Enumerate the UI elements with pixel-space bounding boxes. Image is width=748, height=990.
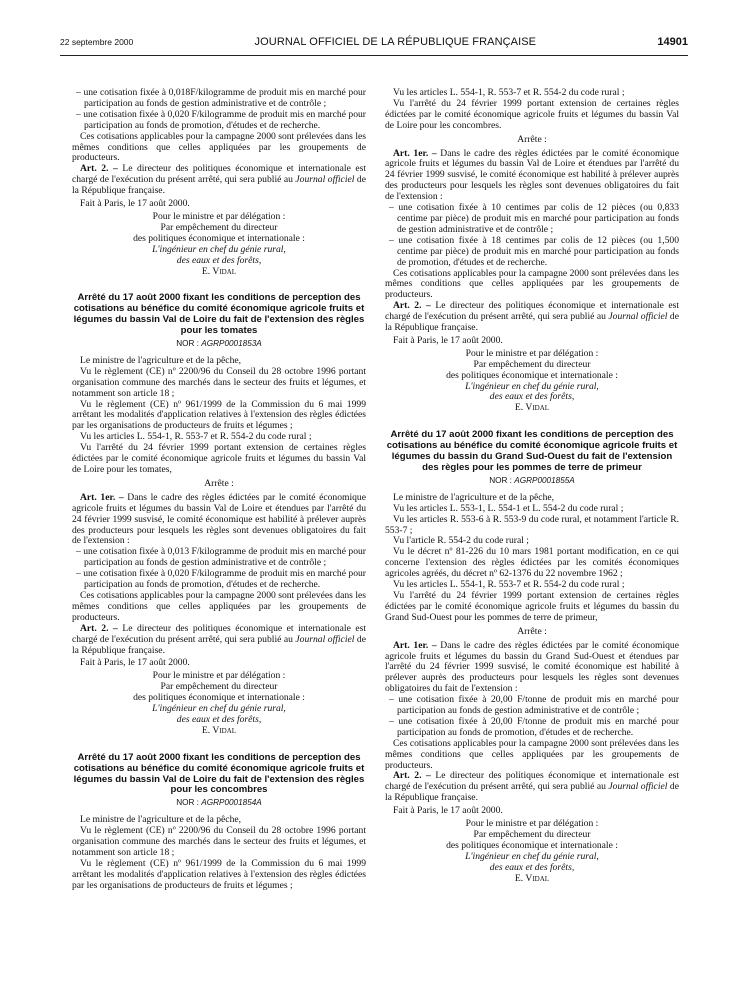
journal-officiel-ref: Journal officiel [608, 781, 668, 793]
article-2 [72, 624, 366, 657]
article-text: Dans le cadre des règles édictées par le comité économique agricole fruits et légumes du bassin Val de Loire et étendues par l'arrêté du 24 février 1999 susvisé, le comité économique est habilité à prélever auprès des producteurs pour lesquels les règles sont devenues obligatoires du fait de l'extension : [385, 147, 679, 203]
signatory-name: E. Vidal [514, 402, 550, 414]
preamble-line: Le ministre de l'agriculture et de la pêche, [80, 814, 242, 826]
article-2 [72, 164, 366, 197]
article-text: Le directeur des politiques économique et internationale est chargé de l'exécution du présent arrêté, qui sera publié au [385, 770, 679, 793]
signature-line: Pour le ministre et par délégation : [152, 670, 286, 682]
nor-code: AGRP0001854A [201, 798, 262, 808]
signature-line: Par empêchement du directeur [160, 221, 278, 233]
dash-item: – une cotisation fixée à 0,020 F/kilogramme de produit mis en marché pour participation au fonds de promotion, d'études et de recherche. [76, 568, 366, 591]
journal-officiel-ref: Journal officiel [295, 633, 355, 645]
right-column [385, 88, 679, 885]
article-label: Art. 1er. – [393, 147, 437, 159]
header-date: 22 septembre 2000 [60, 37, 134, 47]
nor-reference [385, 476, 679, 487]
decree-title: Arrêté du 17 août 2000 fixant les conditions de perception des cotisations au bénéfice du comité économique agricole fruits et légumes du bassin Val de Loire du fait de l'extension des règles pour les concombres [73, 751, 365, 796]
signature-line: L'ingénieur en chef du génie rural, [465, 850, 599, 862]
arrete-heading: Arrête : [517, 133, 547, 145]
article-2 [385, 301, 679, 334]
article-label: Art. 2. – [80, 622, 118, 634]
article-label: Art. 2. – [393, 770, 431, 782]
nor-label: NOR : [176, 798, 202, 808]
preamble-line: Vu le règlement (CE) nº 961/1999 de la Commission du 6 mai 1999 arrêtant les modalités d'application relatives à l'extension des règles édictées par les organisations de producteurs de fruits et légumes ; [72, 857, 366, 891]
nor-reference [72, 798, 366, 809]
article-1 [385, 149, 679, 204]
decree-title: Arrêté du 17 août 2000 fixant les conditions de perception des cotisations au bénéfice du comité économique agricole fruits et légumes du bassin Val de Loire du fait de l'extension des règles pour les tomates [73, 292, 365, 337]
preamble-line: Vu l'arrêté du 24 février 1999 portant extension de certaines règles édictées par le comité économique agricole fruits et légumes du bassin du Grand Sud-Ouest pour les pommes de terre de primeur, [385, 589, 679, 623]
fait-a-paris: Fait à Paris, le 17 août 2000. [80, 657, 190, 669]
fait-a-paris: Fait à Paris, le 17 août 2000. [393, 334, 503, 346]
article-text: de la République française. [72, 174, 366, 197]
signature-line: Par empêchement du directeur [473, 358, 591, 370]
nor-label: NOR : [176, 339, 202, 349]
dash-item: – une cotisation fixée à 18 centimes par colis de 12 pièces (ou 1,500 centime par pièce) de produit mis en marché pour participation au fonds de promotion, d'études et de recherche. [389, 234, 679, 268]
article-label: Art. 2. – [393, 300, 431, 312]
journal-officiel-ref: Journal officiel [608, 311, 668, 323]
preamble-line: Vu le règlement (CE) nº 2200/96 du Conseil du 28 octobre 1996 portant organisation commune des marchés dans le secteur des fruits et légumes, et notamment son article 18 ; [72, 825, 366, 858]
article-2 [385, 771, 679, 804]
preamble-line: Vu l'article R. 554-2 du code rural ; [393, 535, 529, 547]
nor-code: AGRP0001853A [201, 339, 262, 349]
preamble-line: Vu les articles R. 553-6 à R. 553-9 du code rural, et notamment l'article R. 553-7 ; [385, 513, 679, 536]
decree-title: Arrêté du 17 août 2000 fixant les conditions de perception des cotisations au bénéfice du comité économique agricole fruits et légumes du bassin du Grand Sud-Ouest du fait de l'extension des règles pour les pommes de terre de primeur [386, 429, 678, 473]
preamble-line: Le ministre de l'agriculture et de la pêche, [393, 491, 555, 503]
signature-line: des eaux et des forêts, [176, 254, 262, 266]
article-text: Dans le cadre des règles édictées par le comité économique agricole fruits et légumes du bassin du Grand Sud-Ouest et étendues par l'arrêté du 24 février 1999 susvisé, le comité économique est habilité à prélever auprès des producteurs pour lesquels les règles sont devenues obligatoires du fait de l'extension : [385, 639, 679, 695]
preamble-line: Vu le règlement (CE) nº 2200/96 du Conseil du 28 octobre 1996 portant organisation commune des marchés dans le secteur des fruits et légumes, et notamment son article 18 ; [72, 365, 366, 399]
nor-label: NOR : [489, 475, 515, 485]
article-text: Le directeur des politiques économique et internationale est chargé de l'exécution du présent arrêté, qui sera publié au [72, 163, 366, 186]
header-rule [60, 55, 688, 56]
cotisations-paragraph: Ces cotisations applicables pour la campagne 2000 sont prélevées dans les mêmes conditions que celles appliquées par les groupements de producteurs. [72, 589, 366, 623]
signature-block [385, 349, 679, 414]
fait-a-paris: Fait à Paris, le 17 août 2000. [393, 805, 503, 817]
journal-title: JOURNAL OFFICIEL DE LA RÉPUBLIQUE FRANÇAISE [254, 36, 537, 48]
signature-line: L'ingénieur en chef du génie rural, [152, 703, 286, 715]
preamble-line: Vu le règlement (CE) nº 961/1999 de la Commission du 6 mai 1999 arrêtant les modalités d'application relatives à l'extension des règles édictées par les organisations de producteurs de fruits et légumes ; [72, 398, 366, 432]
article-text: Dans le cadre des règles édictées par le comité économique agricole fruits et légumes du bassin Val de Loire et étendues par l'arrêté du 24 février 1999 susvisé, le comité économique est habilité à prélever auprès des producteurs pour lesquels les règles sont devenues obligatoires du fait de l'extension : [72, 491, 366, 547]
article-text: de la République française. [385, 781, 679, 804]
article-1 [385, 641, 679, 696]
preamble-line: Vu le décret nº 81-226 du 10 mars 1981 portant modification, en ce qui concerne l'extension des règles édictées par les comités économiques agricoles agréés, du décret nº 62-1376 du 22 novembre 1962 ; [385, 546, 679, 580]
article-1 [72, 493, 366, 548]
signature-line: des eaux et des forêts, [489, 391, 575, 403]
preamble-line: Vu les articles L. 553-1, L. 554-1 et L. 554-2 du code rural ; [393, 502, 624, 514]
article-text: de la République française. [72, 633, 366, 656]
signature-line: Pour le ministre et par délégation : [152, 210, 286, 222]
signature-block [72, 212, 366, 277]
signature-line: des eaux et des forêts, [176, 713, 262, 725]
article-label: Art. 1er. – [393, 639, 437, 651]
signature-line: Pour le ministre et par délégation : [465, 347, 599, 359]
article-label: Art. 2. – [80, 163, 118, 175]
signature-line: des politiques économique et internationale : [133, 692, 305, 704]
nor-reference [72, 339, 366, 350]
signature-line: des politiques économique et internationale : [133, 232, 305, 244]
signature-line: des politiques économique et internationale : [446, 369, 618, 381]
left-column [72, 88, 366, 892]
signature-block [72, 671, 366, 736]
dash-item: – une cotisation fixée à 10 centimes par colis de 12 pièces (ou 0,833 centime par pièce) de produit mis en marché pour participation au fonds de gestion administrative et de contrôle ; [389, 202, 679, 235]
cotisations-paragraph: Ces cotisations applicables pour la campagne 2000 sont prélevées dans les mêmes conditions que celles appliquées par les groupements de producteurs. [72, 130, 366, 164]
signatory-name: E. Vidal [514, 872, 550, 884]
preamble-line: Vu les articles L. 554-1, R. 553-7 et R. 554-2 du code rural ; [393, 87, 625, 98]
signatory-name: E. Vidal [201, 265, 237, 277]
preamble-line: Vu les articles L. 554-1, R. 553-7 et R. 554-2 du code rural ; [80, 431, 312, 443]
article-text: Le directeur des politiques économique et internationale est chargé de l'exécution du présent arrêté, qui sera publié au [72, 622, 366, 645]
cotisations-paragraph: Ces cotisations applicables pour la campagne 2000 sont prélevées dans les mêmes conditions que celles appliquées par les groupements de producteurs. [385, 737, 679, 771]
signature-line: des politiques économique et internationale : [446, 839, 618, 851]
signature-line: L'ingénieur en chef du génie rural, [465, 380, 599, 392]
article-label: Art. 1er. – [80, 491, 124, 503]
preamble-line: Vu l'arrêté du 24 février 1999 portant extension de certaines règles édictées par le comité économique agricole fruits et légumes du bassin Val de Loire pour les concombres. [385, 97, 679, 131]
arrete-heading: Arrête : [517, 625, 547, 637]
journal-officiel-ref: Journal officiel [295, 174, 355, 186]
signature-line: des eaux et des forêts, [489, 861, 575, 873]
preamble-line: Vu les articles L. 554-1, R. 553-7 et R. 554-2 du code rural ; [393, 579, 625, 591]
article-text: Le directeur des politiques économique et internationale est chargé de l'exécution du présent arrêté, qui sera publié au [385, 300, 679, 323]
preamble-line: Le ministre de l'agriculture et de la pêche, [80, 354, 242, 366]
signature-line: Par empêchement du directeur [160, 681, 278, 693]
dash-item: – une cotisation fixée à 0,018F/kilogramme de produit mis en marché pour participation au fonds de gestion administrative et de contrôle ; [76, 87, 366, 109]
dash-item: – une cotisation fixée à 0,013 F/kilogramme de produit mis en marché pour participation au fonds de gestion administrative et de contrôle ; [76, 546, 366, 569]
signature-block [385, 819, 679, 884]
article-text: de la République française. [385, 311, 679, 334]
dash-item: – une cotisation fixée à 20,00 F/tonne de produit mis en marché pour participation au fonds de promotion, d'études et de recherche. [389, 715, 679, 738]
arrete-heading: Arrête : [204, 477, 234, 489]
signature-line: L'ingénieur en chef du génie rural, [152, 243, 286, 255]
dash-item: – une cotisation fixée à 20,00 F/tonne de produit mis en marché pour participation au fonds de gestion administrative et de contrôle ; [389, 694, 679, 717]
preamble-line: Vu l'arrêté du 24 février 1999 portant extension de certaines règles édictées par le comité économique agricole fruits et légumes du bassin Val de Loire pour les tomates, [72, 442, 366, 475]
signature-line: Par empêchement du directeur [473, 829, 591, 840]
page-number: 14901 [657, 36, 688, 48]
nor-code: AGRP0001855A [514, 475, 575, 485]
signatory-name: E. Vidal [201, 724, 237, 736]
cotisations-paragraph: Ces cotisations applicables pour la campagne 2000 sont prélevées dans les mêmes conditions que celles appliquées par les groupements de producteurs. [385, 267, 679, 301]
dash-item: – une cotisation fixée à 0,020 F/kilogramme de produit mis en marché pour participation au fonds de promotion, d'études et de recherche. [76, 108, 366, 131]
signature-line: Pour le ministre et par délégation : [465, 818, 599, 830]
fait-a-paris: Fait à Paris, le 17 août 2000. [80, 198, 190, 210]
page-header [60, 36, 688, 54]
